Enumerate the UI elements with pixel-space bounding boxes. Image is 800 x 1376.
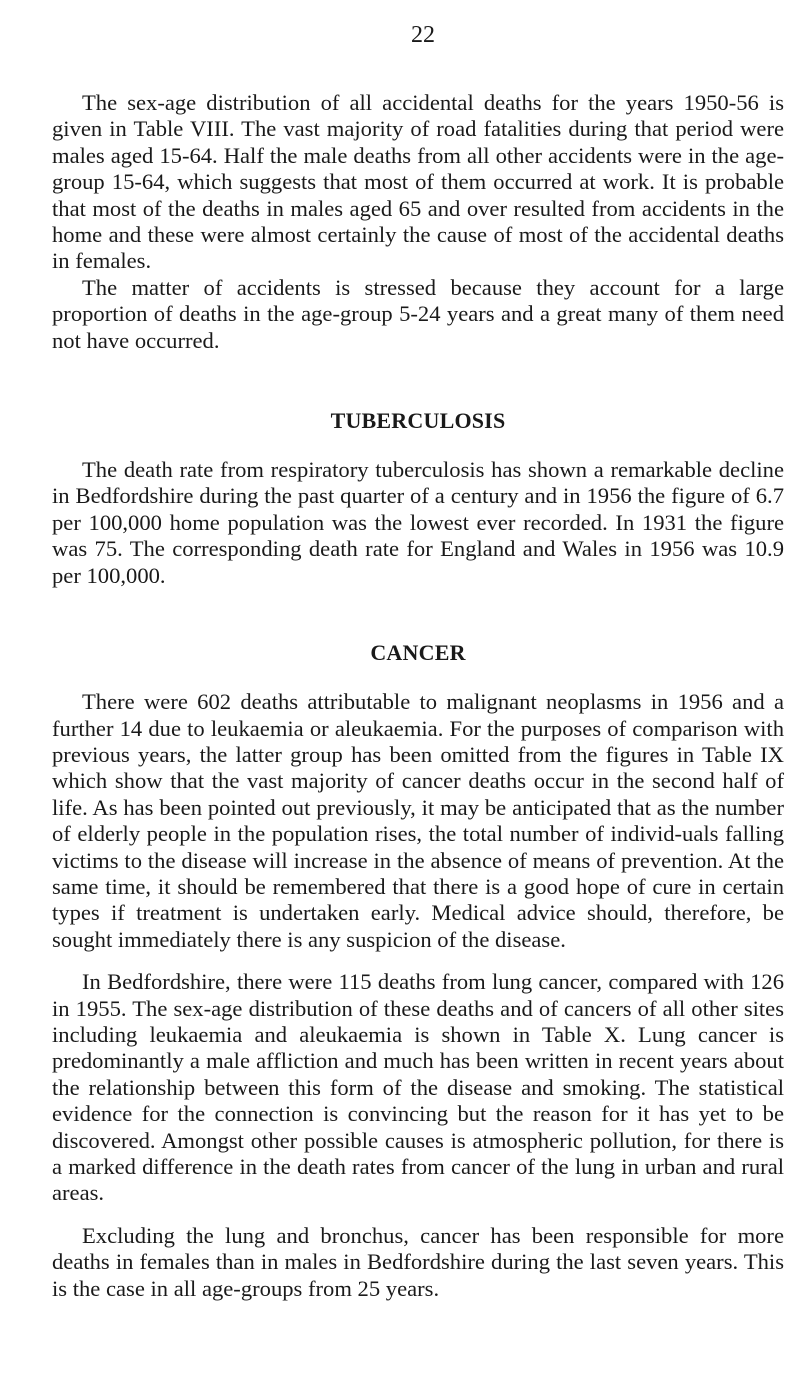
page-number: 22	[411, 22, 435, 48]
tuberculosis-paragraph-1: The death rate from respiratory tuberculosis has shown a remarkable decline in Bedfordshire during the past quarter of a century and in 1956 the figure of 6.7 per 100,000 home population was the lowest ever recorded. In 1931 the figure was 75. The corresponding death rate for England and Wales in 1956 was 10.9 per 100,000.	[52, 457, 784, 588]
accidents-paragraph-2: The matter of accidents is stressed because they account for a large proportion of deaths in the age-group 5-24 years and a great many of them need not have occurred.	[52, 274, 784, 353]
cancer-paragraph-3: Excluding the lung and bronchus, cancer has been responsible for more deaths in females than in males in Bedfordshire during the last seven years. This is the case in all age-groups from 25 years.	[52, 1222, 784, 1301]
section-heading-cancer: CANCER	[370, 640, 466, 666]
section-heading-tuberculosis: TUBERCULOSIS	[330, 408, 506, 434]
accidents-paragraph-1: The sex-age distribution of all accidental deaths for the years 1950-56 is given in Table VIII. The vast majority of road fatalities during that period were males aged 15-64. Half the male deaths from all other accidents were in the age-group 15-64, which suggests that most of them occurred at work. It is probable that most of the deaths in males aged 65 and over resulted from accidents in the home and these were almost certainly the cause of most of the accidental deaths in females.	[52, 90, 784, 274]
document-page	[52, 20, 784, 1302]
cancer-paragraph-1: There were 602 deaths attributable to malignant neoplasms in 1956 and a further 14 due to leukaemia or aleukaemia. For the purposes of comparison with previous years, the latter group has been omitted from the figures in Table IX which show that the vast majority of cancer deaths occur in the second half of life. As has been pointed out previously, it may be anticipated that as the number of elderly people in the population rises, the total number of individ-uals falling victims to the disease will increase in the absence of means of prevention. At the same time, it should be remembered that there is a good hope of cure in certain types if treatment is undertaken early. Medical advice should, therefore, be sought immediately there is any suspicion of the disease.	[52, 689, 784, 952]
cancer-paragraph-2: In Bedfordshire, there were 115 deaths from lung cancer, compared with 126 in 1955. The sex-age distribution of these deaths and of cancers of all other sites including leukaemia and aleukaemia is shown in Table X. Lung cancer is predominantly a male affliction and much has been written in recent years about the relationship between this form of the disease and smoking. The statistical evidence for the connection is convincing but the reason for it has yet to be discovered. Amongst other possible causes is atmospheric pollution, for there is a marked difference in the death rates from cancer of the lung in urban and rural areas.	[52, 969, 784, 1206]
